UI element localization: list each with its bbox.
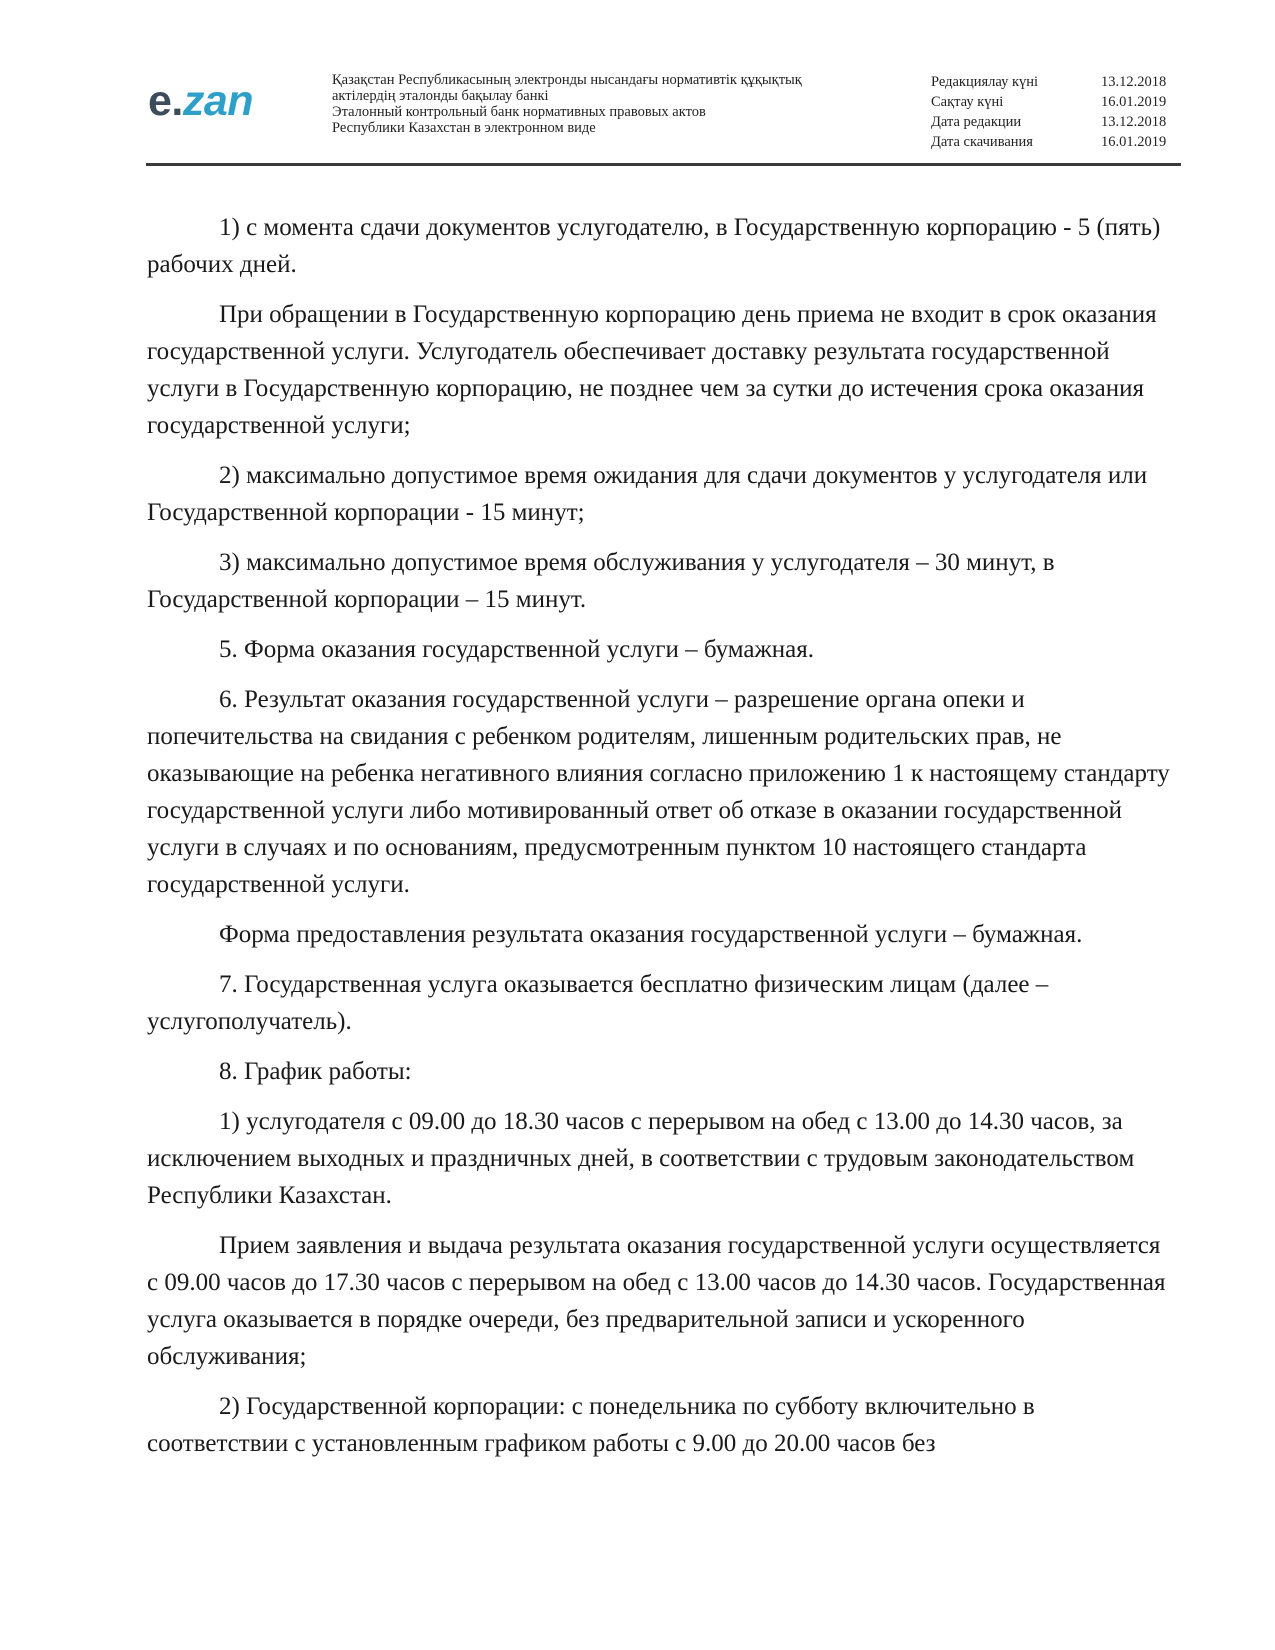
paragraph: Форма предоставления результата оказания государственной услуги – бумажная. [219, 921, 1083, 948]
paragraph: При обращении в Государственную корпорацию день приема не входит в срок оказания государственной услуги. Услугодатель обеспечивает доставку результата государственной услуги в Государственную корпорацию, не позднее чем за сутки до истечения срока оказания государственной услуги; [147, 301, 1157, 439]
paragraph: 2) максимально допустимое время ожидания для сдачи документов у услугодателя или Государственной корпорации - 15 минут; [147, 462, 1148, 526]
paragraph: 8. График работы: [219, 1058, 412, 1085]
meta-label: Дата редакции [931, 114, 1022, 130]
paragraph: 2) Государственной корпорации: с понедельника по субботу включительно в соответствии с установленным графиком работы с 9.00 до 20.00 часов без [147, 1393, 1035, 1457]
meta-value: 13.12.2018 [1101, 74, 1167, 90]
meta-label: Сақтау күні [931, 94, 1004, 110]
document-body [147, 209, 1177, 1475]
meta-row [931, 92, 1181, 112]
meta-row [931, 132, 1181, 152]
paragraph: Прием заявления и выдача результата оказания государственной услуги осуществляется с 09.00 часов до 17.30 часов с перерывом на обед с 13.00 часов до 14.30 часов. Государственная услуга оказывается в порядке очереди, без предварительной записи и ускоренного обслуживания; [147, 1232, 1166, 1370]
header-description-line: Қазақстан Республикасының электронды нысандағы нормативтік құқықтық [332, 72, 802, 88]
header-description-line: Эталонный контрольный банк нормативных правовых актов [332, 104, 706, 120]
meta-value: 13.12.2018 [1101, 114, 1167, 130]
meta-value: 16.01.2019 [1101, 134, 1167, 150]
meta-value: 16.01.2019 [1101, 94, 1167, 110]
header-description-line: Республики Казахстан в электронном виде [332, 120, 596, 136]
header-divider [146, 163, 1181, 166]
ezan-logo: e.zan [148, 77, 254, 125]
paragraph: 3) максимально допустимое время обслуживания у услугодателя – 30 минут, в Государственной корпорации – 15 минут. [147, 549, 1055, 613]
paragraph: 6. Результат оказания государственной услуги – разрешение органа опеки и попечительства на свидания с ребенком родителям, лишенным родительских прав, не оказывающие на ребенка негативного влияния согласно приложению 1 к настоящему стандарту государственной услуги либо мотивированный ответ об отказе в оказании государственной услуги в случаях и по основаниям, предусмотренным пунктом 10 настоящего стандарта государственной услуги. [147, 686, 1170, 898]
header-dates [931, 72, 1181, 152]
paragraph: 7. Государственная услуга оказывается бесплатно физическим лицам (далее – услугополучатель). [147, 971, 1049, 1035]
paragraph: 1) услугодателя с 09.00 до 18.30 часов с перерывом на обед с 13.00 до 14.30 часов, за исключением выходных и праздничных дней, в соответствии с трудовым законодательством Республики Казахстан. [147, 1108, 1135, 1209]
meta-row [931, 72, 1181, 92]
meta-label: Редакциялау күні [931, 74, 1039, 90]
meta-label: Дата скачивания [931, 134, 1033, 150]
paragraph: 1) с момента сдачи документов услугодателю, в Государственную корпорацию - 5 (пять) рабочих дней. [147, 214, 1161, 278]
meta-row [931, 112, 1181, 132]
paragraph: 5. Форма оказания государственной услуги – бумажная. [219, 636, 815, 663]
header-description-line: актілердің эталонды бақылау банкі [332, 88, 549, 104]
header-description [332, 72, 892, 136]
document-header [146, 66, 1181, 166]
